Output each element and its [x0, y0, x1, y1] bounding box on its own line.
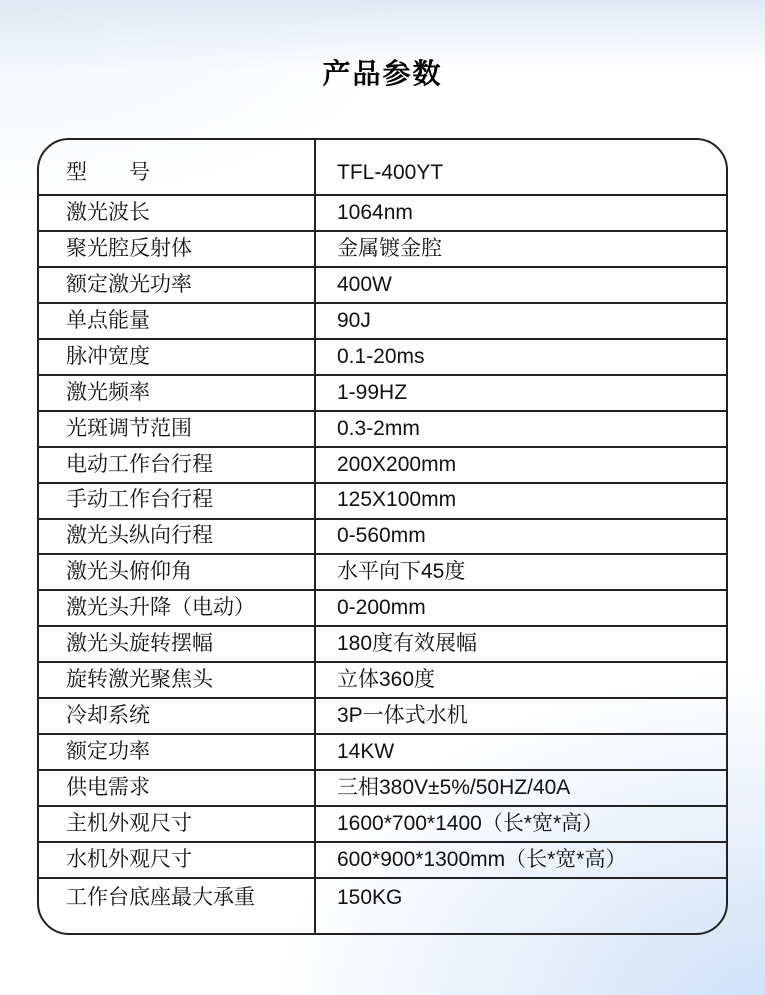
spec-value: 0-200mm: [337, 596, 426, 620]
spec-label: 水机外观尺寸: [39, 843, 316, 877]
spec-value: 水平向下45度: [337, 560, 466, 584]
table-row: [39, 769, 726, 805]
table-row: [39, 230, 726, 266]
spec-value: 3P一体式水机: [337, 704, 468, 728]
spec-value: 1600*700*1400（长*宽*高）: [337, 812, 604, 835]
spec-label: 电动工作台行程: [39, 448, 316, 482]
table-row: [39, 374, 726, 410]
spec-value: 0.3-2mm: [337, 416, 420, 440]
spec-label: 激光头升降（电动）: [39, 591, 316, 625]
spec-value: 600*900*1300mm（长*宽*高）: [337, 847, 627, 871]
spec-value: 14KW: [337, 740, 395, 764]
spec-label: 旋转激光聚焦头: [39, 663, 316, 697]
table-row: [39, 805, 726, 841]
spec-value: 0-560mm: [337, 524, 426, 548]
spec-value: TFL-400YT: [337, 161, 444, 185]
spec-value: 150KG: [337, 885, 403, 909]
spec-value: 三相380V±5%/50HZ/40A: [337, 776, 571, 800]
spec-value: 0.1-20ms: [337, 344, 425, 368]
table-row: [39, 302, 726, 338]
spec-label: 激光头旋转摆幅: [39, 627, 316, 661]
spec-value: 400W: [337, 272, 392, 296]
spec-value: 200X200mm: [337, 452, 457, 476]
spec-label: 单点能量: [39, 304, 316, 338]
spec-label: 主机外观尺寸: [39, 807, 316, 841]
table-row: [39, 266, 726, 302]
table-row: [39, 661, 726, 697]
spec-value: 90J: [337, 308, 371, 332]
table-row: [39, 482, 726, 518]
table-row: [39, 518, 726, 554]
table-row: [39, 697, 726, 733]
table-row: [39, 140, 726, 194]
spec-label: 激光波长: [39, 196, 316, 230]
table-row: [39, 625, 726, 661]
table-row: [39, 194, 726, 230]
spec-label: 冷却系统: [39, 699, 316, 733]
spec-label: 聚光腔反射体: [39, 232, 316, 266]
spec-label: 工作台底座最大承重: [39, 879, 316, 933]
spec-label: 光斑调节范围: [39, 412, 316, 446]
spec-label: 激光头俯仰角: [39, 555, 316, 589]
spec-label: 型 号: [39, 140, 316, 194]
spec-value: 金属镀金腔: [337, 236, 442, 260]
table-row: [39, 338, 726, 374]
table-row: [39, 446, 726, 482]
table-row: [39, 410, 726, 446]
table-row: [39, 841, 726, 877]
spec-label: 供电需求: [39, 771, 316, 805]
table-row: [39, 733, 726, 769]
spec-label: 额定功率: [39, 735, 316, 769]
product-spec-table: [37, 138, 728, 935]
spec-value: 立体360度: [337, 668, 436, 692]
spec-label: 手动工作台行程: [39, 484, 316, 518]
spec-label: 激光频率: [39, 376, 316, 410]
table-row: [39, 877, 726, 933]
spec-label: 脉冲宽度: [39, 340, 316, 374]
page-title: 产品参数: [322, 58, 443, 89]
spec-value: 125X100mm: [337, 488, 457, 512]
table-row: [39, 589, 726, 625]
spec-value: 180度有效展幅: [337, 632, 478, 656]
spec-label: 额定激光功率: [39, 268, 316, 302]
spec-value: 1-99HZ: [337, 380, 408, 404]
table-row: [39, 553, 726, 589]
spec-value: 1064nm: [337, 200, 413, 224]
spec-label: 激光头纵向行程: [39, 520, 316, 554]
